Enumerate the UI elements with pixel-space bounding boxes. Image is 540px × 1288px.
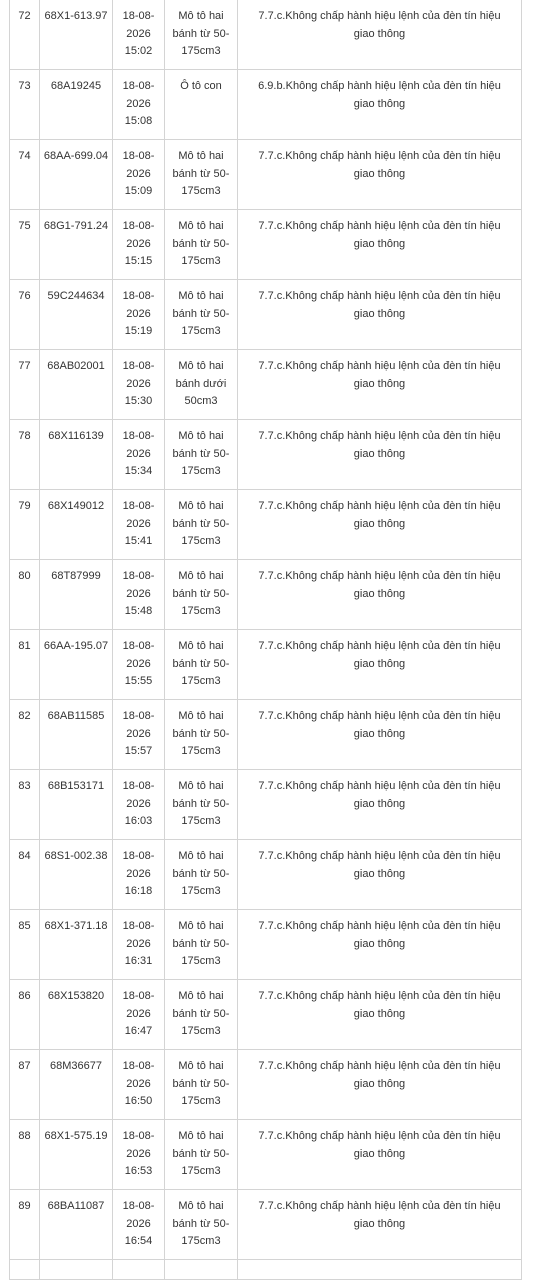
row-number: 77 — [10, 350, 40, 420]
row-number: 74 — [10, 140, 40, 210]
violation-time: 18-08-2026 15:57 — [113, 700, 165, 770]
vehicle-type: Mô tô hai bánh từ 50-175cm3 — [165, 700, 238, 770]
violations-table-container — [9, 0, 521, 1280]
vehicle-type: Mô tô hai bánh từ 50-175cm3 — [165, 1190, 238, 1260]
vehicle-type: Mô tô hai bánh từ 50-175cm3 — [165, 0, 238, 70]
violation-description: 7.7.c.Không chấp hành hiệu lệnh của đèn tín hiệu giao thông — [238, 420, 522, 490]
violation-description: 7.7.c.Không chấp hành hiệu lệnh của đèn tín hiệu giao thông — [238, 350, 522, 420]
table-row — [10, 560, 522, 630]
table-row — [10, 700, 522, 770]
table-row — [10, 770, 522, 840]
violation-description: 7.7.c.Không chấp hành hiệu lệnh của đèn tín hiệu giao thông — [238, 140, 522, 210]
license-plate: 68X153820 — [40, 980, 113, 1050]
table-row — [10, 70, 522, 140]
row-number: 84 — [10, 840, 40, 910]
violation-time: 18-08-2026 15:30 — [113, 350, 165, 420]
license-plate: 68AB11585 — [40, 700, 113, 770]
license-plate: 68X116139 — [40, 420, 113, 490]
table-cell-empty — [165, 1260, 238, 1280]
violation-description: 7.7.c.Không chấp hành hiệu lệnh của đèn tín hiệu giao thông — [238, 910, 522, 980]
vehicle-type: Mô tô hai bánh từ 50-175cm3 — [165, 560, 238, 630]
vehicle-type: Mô tô hai bánh dưới 50cm3 — [165, 350, 238, 420]
license-plate: 68T87999 — [40, 560, 113, 630]
violation-time: 18-08-2026 15:02 — [113, 0, 165, 70]
vehicle-type: Mô tô hai bánh từ 50-175cm3 — [165, 980, 238, 1050]
table-row-partial — [10, 1260, 522, 1280]
license-plate: 68X149012 — [40, 490, 113, 560]
license-plate: 66AA-195.07 — [40, 630, 113, 700]
row-number: 78 — [10, 420, 40, 490]
license-plate: 68A19245 — [40, 70, 113, 140]
table-row — [10, 0, 522, 70]
license-plate: 68M36677 — [40, 1050, 113, 1120]
violation-time: 18-08-2026 16:03 — [113, 770, 165, 840]
violation-description: 7.7.c.Không chấp hành hiệu lệnh của đèn tín hiệu giao thông — [238, 980, 522, 1050]
table-cell-empty — [238, 1260, 522, 1280]
violation-time: 18-08-2026 15:19 — [113, 280, 165, 350]
license-plate: 68BA11087 — [40, 1190, 113, 1260]
row-number: 80 — [10, 560, 40, 630]
violation-description: 7.7.c.Không chấp hành hiệu lệnh của đèn tín hiệu giao thông — [238, 770, 522, 840]
row-number: 76 — [10, 280, 40, 350]
license-plate: 68AA-699.04 — [40, 140, 113, 210]
violation-time: 18-08-2026 15:08 — [113, 70, 165, 140]
table-row — [10, 490, 522, 560]
violation-time: 18-08-2026 15:48 — [113, 560, 165, 630]
row-number: 79 — [10, 490, 40, 560]
violation-time: 18-08-2026 15:34 — [113, 420, 165, 490]
violation-time: 18-08-2026 15:55 — [113, 630, 165, 700]
violation-description: 7.7.c.Không chấp hành hiệu lệnh của đèn tín hiệu giao thông — [238, 1190, 522, 1260]
vehicle-type: Mô tô hai bánh từ 50-175cm3 — [165, 140, 238, 210]
row-number: 72 — [10, 0, 40, 70]
vehicle-type: Mô tô hai bánh từ 50-175cm3 — [165, 1120, 238, 1190]
table-row — [10, 1190, 522, 1260]
row-number: 88 — [10, 1120, 40, 1190]
license-plate: 68B153171 — [40, 770, 113, 840]
vehicle-type: Mô tô hai bánh từ 50-175cm3 — [165, 630, 238, 700]
table-row — [10, 280, 522, 350]
table-row — [10, 840, 522, 910]
table-row — [10, 630, 522, 700]
violation-description: 7.7.c.Không chấp hành hiệu lệnh của đèn tín hiệu giao thông — [238, 280, 522, 350]
row-number: 89 — [10, 1190, 40, 1260]
row-number: 85 — [10, 910, 40, 980]
vehicle-type: Mô tô hai bánh từ 50-175cm3 — [165, 840, 238, 910]
row-number: 75 — [10, 210, 40, 280]
license-plate: 59C244634 — [40, 280, 113, 350]
table-row — [10, 1050, 522, 1120]
table-cell-empty — [40, 1260, 113, 1280]
violation-description: 7.7.c.Không chấp hành hiệu lệnh của đèn tín hiệu giao thông — [238, 210, 522, 280]
violation-description: 7.7.c.Không chấp hành hiệu lệnh của đèn tín hiệu giao thông — [238, 560, 522, 630]
vehicle-type: Mô tô hai bánh từ 50-175cm3 — [165, 280, 238, 350]
table-row — [10, 420, 522, 490]
vehicle-type: Mô tô hai bánh từ 50-175cm3 — [165, 490, 238, 560]
violation-description: 7.7.c.Không chấp hành hiệu lệnh của đèn tín hiệu giao thông — [238, 700, 522, 770]
license-plate: 68X1-613.97 — [40, 0, 113, 70]
table-row — [10, 350, 522, 420]
row-number: 86 — [10, 980, 40, 1050]
table-row — [10, 910, 522, 980]
violation-time: 18-08-2026 15:09 — [113, 140, 165, 210]
violation-description: 7.7.c.Không chấp hành hiệu lệnh của đèn tín hiệu giao thông — [238, 840, 522, 910]
table-row — [10, 1120, 522, 1190]
vehicle-type: Mô tô hai bánh từ 50-175cm3 — [165, 420, 238, 490]
table-row — [10, 140, 522, 210]
license-plate: 68S1-002.38 — [40, 840, 113, 910]
vehicle-type: Mô tô hai bánh từ 50-175cm3 — [165, 770, 238, 840]
license-plate: 68X1-371.18 — [40, 910, 113, 980]
row-number: 73 — [10, 70, 40, 140]
violation-description: 7.7.c.Không chấp hành hiệu lệnh của đèn tín hiệu giao thông — [238, 1050, 522, 1120]
table-row — [10, 210, 522, 280]
table-body — [10, 0, 522, 1280]
violation-description: 7.7.c.Không chấp hành hiệu lệnh của đèn tín hiệu giao thông — [238, 490, 522, 560]
violation-time: 18-08-2026 16:47 — [113, 980, 165, 1050]
row-number: 82 — [10, 700, 40, 770]
table-cell-empty — [10, 1260, 40, 1280]
violation-description: 7.7.c.Không chấp hành hiệu lệnh của đèn tín hiệu giao thông — [238, 1120, 522, 1190]
row-number: 81 — [10, 630, 40, 700]
table-cell-empty — [113, 1260, 165, 1280]
violation-time: 18-08-2026 16:18 — [113, 840, 165, 910]
vehicle-type: Ô tô con — [165, 70, 238, 140]
violation-description: 7.7.c.Không chấp hành hiệu lệnh của đèn tín hiệu giao thông — [238, 0, 522, 70]
violation-time: 18-08-2026 16:53 — [113, 1120, 165, 1190]
vehicle-type: Mô tô hai bánh từ 50-175cm3 — [165, 1050, 238, 1120]
row-number: 87 — [10, 1050, 40, 1120]
violation-time: 18-08-2026 15:41 — [113, 490, 165, 560]
vehicle-type: Mô tô hai bánh từ 50-175cm3 — [165, 210, 238, 280]
license-plate: 68AB02001 — [40, 350, 113, 420]
violation-time: 18-08-2026 16:31 — [113, 910, 165, 980]
violation-description: 7.7.c.Không chấp hành hiệu lệnh của đèn tín hiệu giao thông — [238, 630, 522, 700]
license-plate: 68G1-791.24 — [40, 210, 113, 280]
table-row — [10, 980, 522, 1050]
license-plate: 68X1-575.19 — [40, 1120, 113, 1190]
vehicle-type: Mô tô hai bánh từ 50-175cm3 — [165, 910, 238, 980]
violations-table — [9, 0, 522, 1280]
row-number: 83 — [10, 770, 40, 840]
violation-time: 18-08-2026 15:15 — [113, 210, 165, 280]
violation-time: 18-08-2026 16:54 — [113, 1190, 165, 1260]
violation-description: 6.9.b.Không chấp hành hiệu lệnh của đèn tín hiệu giao thông — [238, 70, 522, 140]
violation-time: 18-08-2026 16:50 — [113, 1050, 165, 1120]
